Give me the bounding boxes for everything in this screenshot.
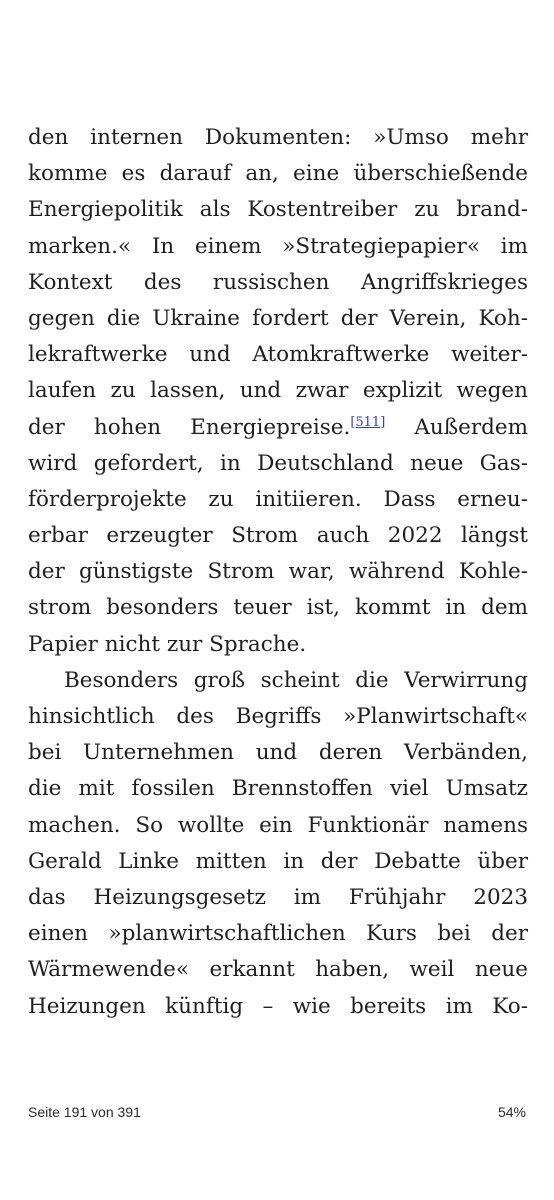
reader-footer [28, 1104, 526, 1120]
text-line: Papier nicht zur Sprache. [28, 631, 307, 657]
paragraph-2 [28, 663, 528, 1025]
text-segment: Außerdem [385, 414, 528, 440]
footnote-link[interactable]: [511] [350, 414, 386, 430]
text-line: das Heizungsgesetz im Frühjahr 2023 [28, 884, 528, 910]
text-line: Gerald Linke mitten in der Debatte über [28, 848, 528, 874]
text-line-with-footnote [28, 410, 528, 446]
text-line: hinsichtlich des Begriffs »Planwirtschaft« [28, 704, 528, 729]
text-line: Besonders groß scheint die Verwirrung [64, 667, 528, 693]
text-line: lekraftwerke und Atomkraftwerke weiter- [28, 342, 528, 368]
text-line: strom besonders teuer ist, kommt in dem [28, 595, 528, 621]
book-page-text [28, 120, 528, 1025]
text-line: marken.« In einem »Strategiepapier« im [28, 233, 528, 259]
text-line: komme es darauf an, eine überschießende [28, 161, 528, 187]
text-line: den internen Dokumenten: »Umso mehr [28, 125, 528, 150]
text-line: der günstigste Strom war, während Kohle- [28, 559, 528, 585]
text-line: gegen die Ukraine fordert der Verein, Koh- [28, 305, 528, 331]
reading-progress: 54% [497, 1104, 526, 1120]
text-line: Energiepolitik als Kostentreiber zu brand- [28, 197, 528, 223]
page-indicator: Seite 191 von 391 [28, 1104, 141, 1120]
text-line: bei Unternehmen und deren Verbänden, [28, 740, 528, 766]
text-line: förderprojekte zu initiieren. Dass erneu- [28, 486, 528, 512]
paragraph-1 [28, 120, 528, 663]
text-line: Wärmewende« erkannt haben, weil neue [28, 957, 528, 983]
text-line: wird gefordert, in Deutschland neue Gas- [28, 450, 528, 476]
text-line: die mit fossilen Brennstoffen viel Umsatz [28, 776, 528, 802]
text-line: einen »planwirtschaftlichen Kurs bei der [28, 921, 528, 947]
text-line: laufen zu lassen, und zwar explizit wegen [28, 378, 528, 404]
text-line: Heizungen künftig – wie bereits im Ko- [28, 993, 528, 1019]
text-line: erbar erzeugter Strom auch 2022 längst [28, 523, 528, 549]
text-line: Kontext des russischen Angriffskrieges [28, 269, 528, 295]
text-line: machen. So wollte ein Funktionär namens [28, 812, 528, 838]
text-segment: der hohen Energiepreise. [28, 414, 351, 440]
